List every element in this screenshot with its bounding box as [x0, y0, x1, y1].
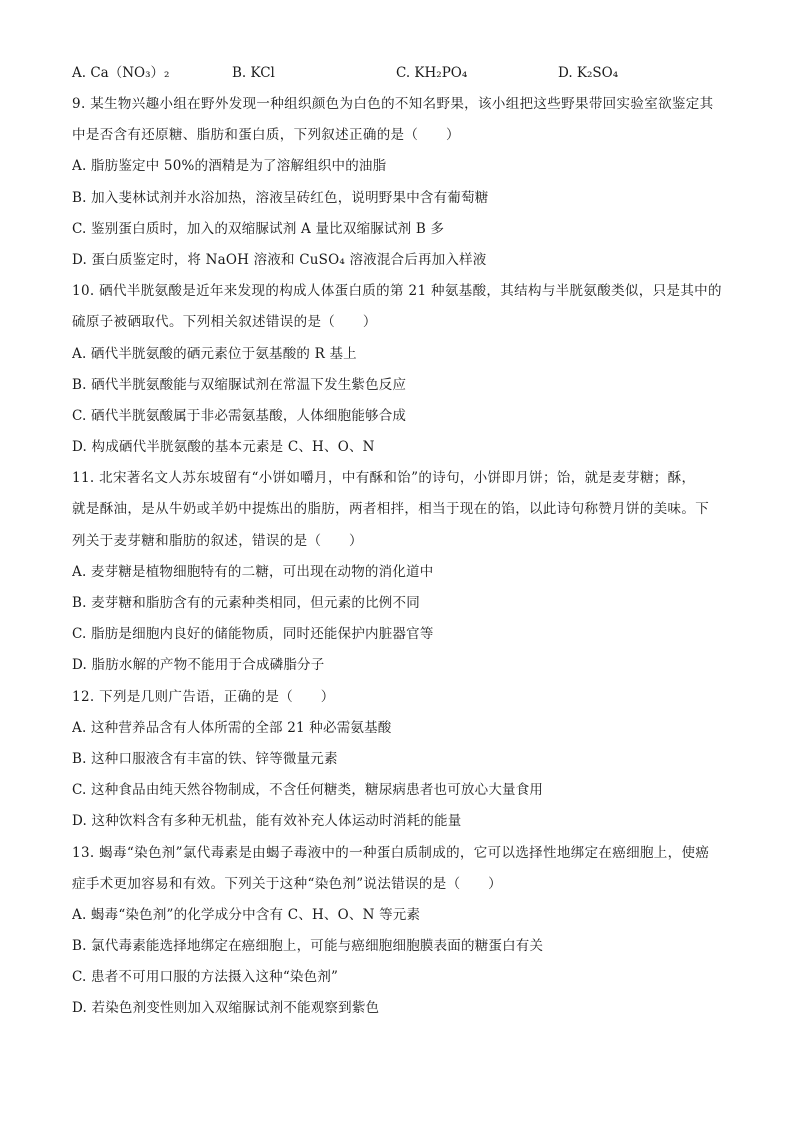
option-c: C. 硒代半胱氨酸属于非必需氨基酸，人体细胞能够合成	[72, 407, 407, 424]
option-a: A. 脂肪鉴定中 50%的酒精是为了溶解组织中的油脂	[72, 158, 387, 175]
question-stem-line: 中是否含有还原糖、脂肪和蛋白质，下列叙述正确的是（ ）	[72, 127, 460, 144]
option-d: D. 脂肪水解的产物不能用于合成磷脂分子	[72, 657, 325, 674]
option-a: A. 这种营养品含有人体所需的全部 21 种必需氨基酸	[72, 719, 392, 736]
question-stem-line: 13. 蝎毒“染色剂”氯代毒素是由蝎子毒液中的一种蛋白质制成的，它可以选择性地绑定在癌细胞上，使癌	[72, 844, 710, 861]
option-d: D. 蛋白质鉴定时，将 NaOH 溶液和 CuSO₄ 溶液混合后再加入样液	[72, 251, 487, 268]
question-stem-line: 就是酥油，是从牛奶或羊奶中提炼出的脂肪，两者相拌，相当于现在的馅，以此诗句称赞月饼的美味。下	[72, 501, 710, 518]
option-d: D. 这种饮料含有多种无机盐，能有效补充人体运动时消耗的能量	[72, 813, 462, 830]
option-a: A. 麦芽糖是植物细胞特有的二糖，可出现在动物的消化道中	[72, 563, 434, 580]
question-stem-line: 症手术更加容易和有效。下列关于这种“染色剂”说法错误的是（ ）	[72, 875, 503, 892]
q8-option-d: D. K₂SO₄	[558, 65, 619, 81]
question-13	[72, 842, 732, 1020]
question-10	[72, 280, 732, 458]
question-11	[72, 467, 732, 676]
option-c: C. 患者不可用口服的方法摄入这种“染色剂”	[72, 969, 339, 986]
exam-page	[72, 62, 732, 1029]
q8-option-b: B. KCl	[232, 65, 275, 81]
question-stem-line: 11. 北宋著名文人苏东坡留有“小饼如嚼月，中有酥和饴”的诗句，小饼即月饼；饴，就是麦芽糖；酥，	[72, 470, 696, 487]
option-d: D. 构成硒代半胱氨酸的基本元素是 C、H、O、N	[72, 439, 375, 456]
option-a: A. 蝎毒“染色剂”的化学成分中含有 C、H、O、N 等元素	[72, 906, 421, 923]
option-a: A. 硒代半胱氨酸的硒元素位于氨基酸的 R 基上	[72, 345, 357, 362]
q8-option-c: C. KH₂PO₄	[396, 65, 468, 81]
question-stem-line: 12. 下列是几则广告语，正确的是（ ）	[72, 688, 335, 705]
question-9	[72, 93, 732, 271]
question-stem-line: 列关于麦芽糖和脂肪的叙述，错误的是（ ）	[72, 532, 363, 549]
question-stem-line: 10. 硒代半胱氨酸是近年来发现的构成人体蛋白质的第 21 种氨基酸，其结构与半胱氨酸类似，只是其中的	[72, 283, 722, 300]
q8-option-a: A. Ca（NO₃）₂	[72, 65, 170, 81]
option-c: C. 这种食品由纯天然谷物制成，不含任何糖类，糖尿病患者也可放心大量食用	[72, 782, 544, 799]
question-stem-line: 硫原子被硒取代。下列相关叙述错误的是（ ）	[72, 314, 377, 331]
question-stem-line: 9. 某生物兴趣小组在野外发现一种组织颜色为白色的不知名野果，该小组把这些野果带回实验室欲鉴定其	[72, 96, 714, 112]
option-b: B. 这种口服液含有丰富的铁、锌等微量元素	[72, 750, 338, 767]
q8-options-row	[72, 62, 732, 84]
option-b: B. 硒代半胱氨酸能与双缩脲试剂在常温下发生紫色反应	[72, 376, 407, 393]
option-c: C. 鉴别蛋白质时，加入的双缩脲试剂 A 量比双缩脲试剂 B 多	[72, 220, 445, 237]
option-b: B. 氯代毒素能选择地绑定在癌细胞上，可能与癌细胞细胞膜表面的糖蛋白有关	[72, 938, 544, 955]
option-b: B. 加入斐林试剂并水浴加热，溶液呈砖红色，说明野果中含有葡萄糖	[72, 189, 489, 206]
option-d: D. 若染色剂变性则加入双缩脲试剂不能观察到紫色	[72, 1000, 380, 1017]
option-c: C. 脂肪是细胞内良好的储能物质，同时还能保护内脏器官等	[72, 626, 434, 643]
option-b: B. 麦芽糖和脂肪含有的元素种类相同，但元素的比例不同	[72, 595, 420, 611]
question-12	[72, 686, 732, 833]
